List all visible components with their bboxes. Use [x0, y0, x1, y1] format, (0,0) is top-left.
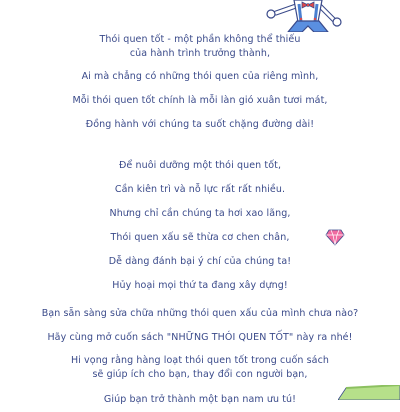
poem-line: Để nuôi dưỡng một thói quen tốt,	[118, 160, 282, 171]
poem-line: của hành trình trưởng thành,	[129, 48, 271, 59]
poem-line: Giúp bạn trở thành một bạn nam ưu tú!	[103, 394, 297, 405]
green-block-decoration	[338, 385, 400, 400]
poem-line: sẽ giúp ích cho bạn, thay đổi con người bạn,	[92, 369, 308, 380]
poem-line: Mỗi thói quen tốt chính là mỗi làn gió xuân tươi mát,	[72, 95, 328, 106]
poem-line: Thói quen tốt - một phần không thể thiếu	[99, 34, 301, 45]
poem-line: Hi vọng rằng hàng loạt thói quen tốt trong cuốn sách	[70, 355, 330, 366]
second-stanza	[0, 154, 400, 298]
poem-line: Nhưng chỉ cần chúng ta hơi xao lãng,	[109, 208, 291, 219]
poem-line: Ai mà chẳng có những thói quen của riêng mình,	[81, 71, 319, 82]
poem-line: Bạn sẵn sàng sửa chữa những thói quen xấu của mình chưa nào?	[41, 308, 359, 319]
intro-stanza	[0, 33, 400, 137]
poem-line: Đồng hành với chúng ta suốt chặng đường dài!	[85, 119, 315, 130]
poem-line: Thói quen xấu sẽ thừa cơ chen chân,	[110, 232, 290, 243]
poem-line: Hãy cùng mở cuốn sách "NHỮNG THÓI QUEN TỐT" này ra nhé!	[47, 332, 353, 343]
boy-character-illustration	[258, 0, 368, 32]
pink-gem-icon	[325, 228, 345, 246]
poem-line: Cần kiên trì và nỗ lực rất rất nhiều.	[114, 184, 286, 195]
poem-line: Dễ dàng đánh bại ý chí của chúng ta!	[108, 256, 292, 267]
poem-line: Hủy hoại mọi thứ ta đang xây dựng!	[112, 280, 288, 291]
